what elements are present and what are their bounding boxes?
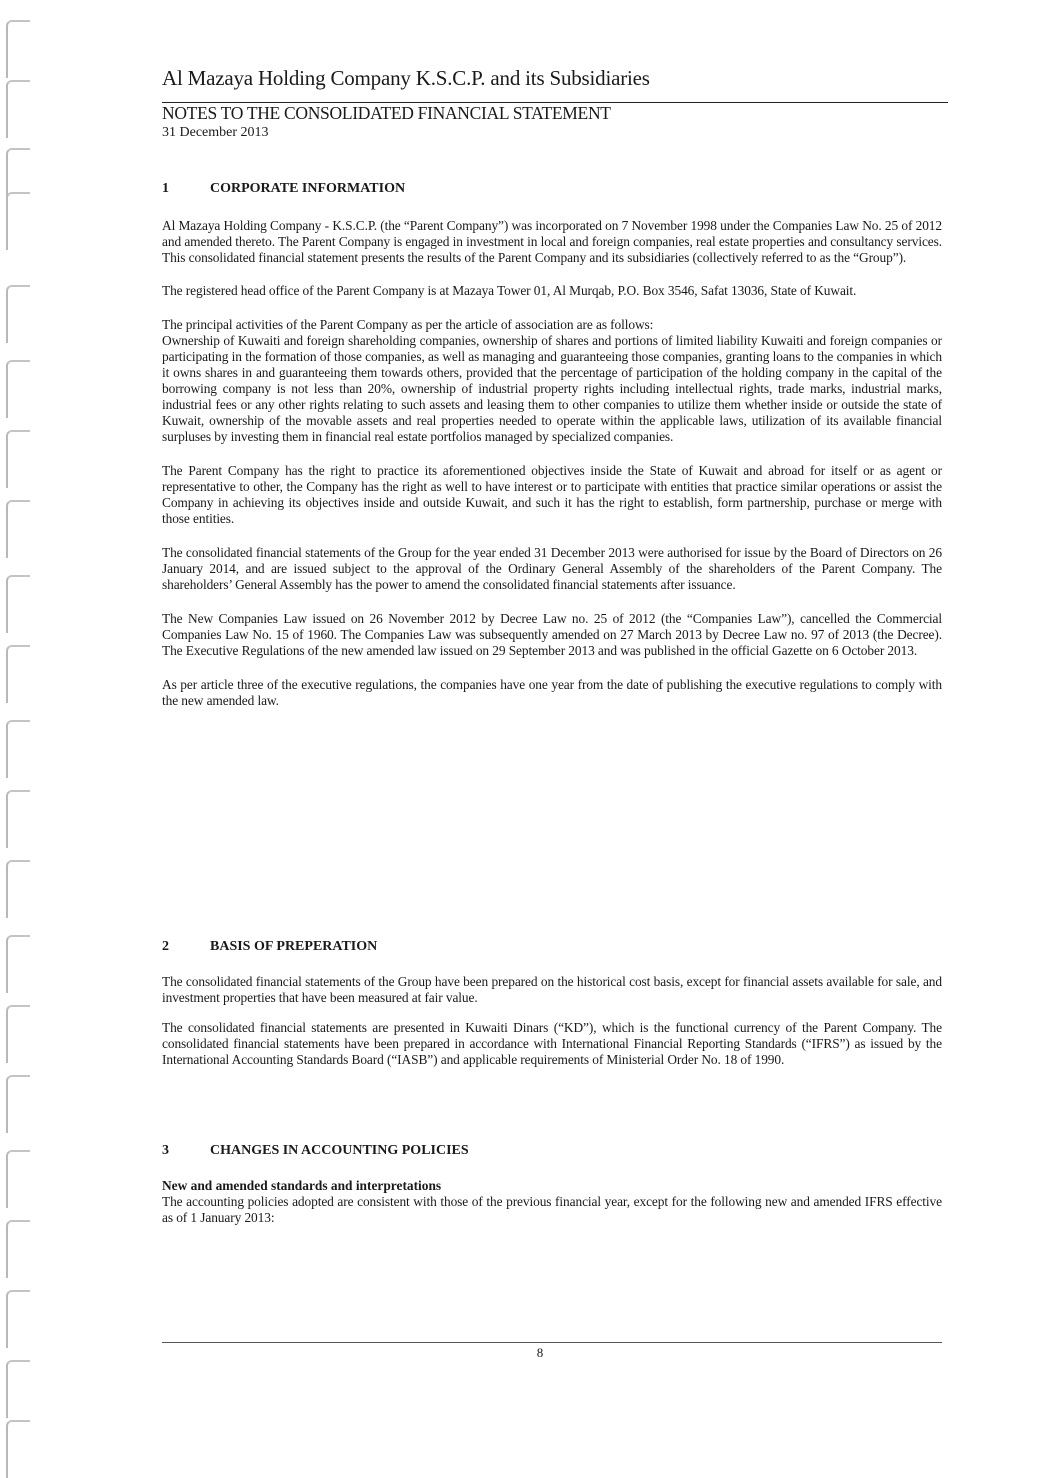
paragraph: The Parent Company has the right to practice its aforementioned objectives inside the State of Kuwait and abroad for itself or as agent or representative to other, the Company has the right as well to have interest or to participate with entities that practice similar operations or assist the Company in achieving its objectives inside and outside Kuwait, and such it has the right to establish, form partnership, purchase or merge with those entities. xyxy=(162,463,942,526)
paragraph: The registered head office of the Parent Company is at Mazaya Tower 01, Al Murqab, P.O. Box 3546, Safat 13036, State of Kuwait. xyxy=(162,283,857,298)
paragraph: Ownership of Kuwaiti and foreign shareholding companies, ownership of shares and portions of limited liability Kuwaiti and foreign companies or participating in the formation of those companies, as well as managing and guaranteeing those companies, granting loans to the companies in which it owns shares in and guaranteeing them towards others, provided that the percentage of participation of the holding company in the capital of the borrowing company is not less than 20%, ownership of industrial property rights including intellectual rights, trade marks, industrial marks, industrial fees or any other rights relating to such assets and leasing them to other companies to utilize them whether inside or outside the state of Kuwait, ownership of the movable assets and real properties needed to operate within the applicable laws, utilization of its available financial surpluses by investing them in financial real estate portfolios managed by specialized companies. xyxy=(162,333,942,444)
footer-rule xyxy=(162,1342,942,1343)
paragraph: The consolidated financial statements of the Group for the year ended 31 December 2013 were authorised for issue by the Board of Directors on 26 January 2014, and are issued subject to the approval of the Ordinary General Assembly of the shareholders of the Parent Company. The shareholders’ General Assembly has the power to amend the consolidated financial statements after issuance. xyxy=(162,545,942,592)
paragraph: The consolidated financial statements are presented in Kuwaiti Dinars (“KD”), which is the functional currency of the Parent Company. The consolidated financial statements have been prepared in accordance with International Financial Reporting Standards (“IFRS”) as issued by the International Accounting Standards Board (“IASB”) and applicable requirements of Ministerial Order No. 18 of 1990. xyxy=(162,1020,942,1067)
paragraph: As per article three of the executive regulations, the companies have one year from the date of publishing the executive regulations to comply with the new amended law. xyxy=(162,677,942,708)
statement-date: 31 December 2013 xyxy=(162,125,269,140)
page-number: 8 xyxy=(536,1345,544,1360)
paragraph: The New Companies Law issued on 26 November 2012 by Decree Law no. 25 of 2012 (the “Companies Law”), cancelled the Commercial Companies Law No. 15 of 1960. The Companies Law was subsequently amended on 27 March 2013 by Decree Law no. 97 of 2013 (the Decree). The Executive Regulations of the new amended law issued on 29 September 2013 and was published in the official Gazette on 6 October 2013. xyxy=(162,611,942,658)
paragraph: The principal activities of the Parent Company as per the article of association are as follows: xyxy=(162,317,654,332)
section-corporate-information xyxy=(162,180,942,709)
section-number: 2 xyxy=(162,939,169,954)
section-changes-in-accounting-policies xyxy=(162,1142,942,1226)
binding-holes xyxy=(0,0,44,1471)
header-rule xyxy=(162,102,948,103)
subheading: New and amended standards and interpretations xyxy=(162,1178,442,1193)
paragraph: The consolidated financial statements of the Group have been prepared on the historical cost basis, except for financial assets available for sale, and investment properties that have been measured at fair value. xyxy=(162,974,942,1005)
section-number: 1 xyxy=(162,181,169,196)
paragraph: The accounting policies adopted are consistent with those of the previous financial year, except for the following new and amended IFRS effective as of 1 January 2013: xyxy=(162,1194,942,1225)
section-basis-of-preparation xyxy=(162,938,942,1068)
paragraph: Al Mazaya Holding Company - K.S.C.P. (the “Parent Company”) was incorporated on 7 November 1998 under the Companies Law No. 25 of 2012 and amended thereto. The Parent Company is engaged in investment in local and foreign companies, real estate properties and consultancy services. This consolidated financial statement presents the results of the Parent Company and its subsidiaries (collectively referred to as the “Group”). xyxy=(162,218,942,265)
notes-title: NOTES TO THE CONSOLIDATED FINANCIAL STATEMENT xyxy=(162,103,611,123)
section-title: CHANGES IN ACCOUNTING POLICIES xyxy=(210,1143,469,1158)
section-heading xyxy=(162,180,942,198)
page-header xyxy=(162,66,942,141)
section-title: BASIS OF PREPERATION xyxy=(210,939,378,954)
section-heading xyxy=(162,1142,942,1160)
section-number: 3 xyxy=(162,1143,169,1158)
section-heading xyxy=(162,938,942,956)
section-title: CORPORATE INFORMATION xyxy=(210,181,406,196)
company-name: Al Mazaya Holding Company K.S.C.P. and its Subsidiaries xyxy=(162,66,650,90)
